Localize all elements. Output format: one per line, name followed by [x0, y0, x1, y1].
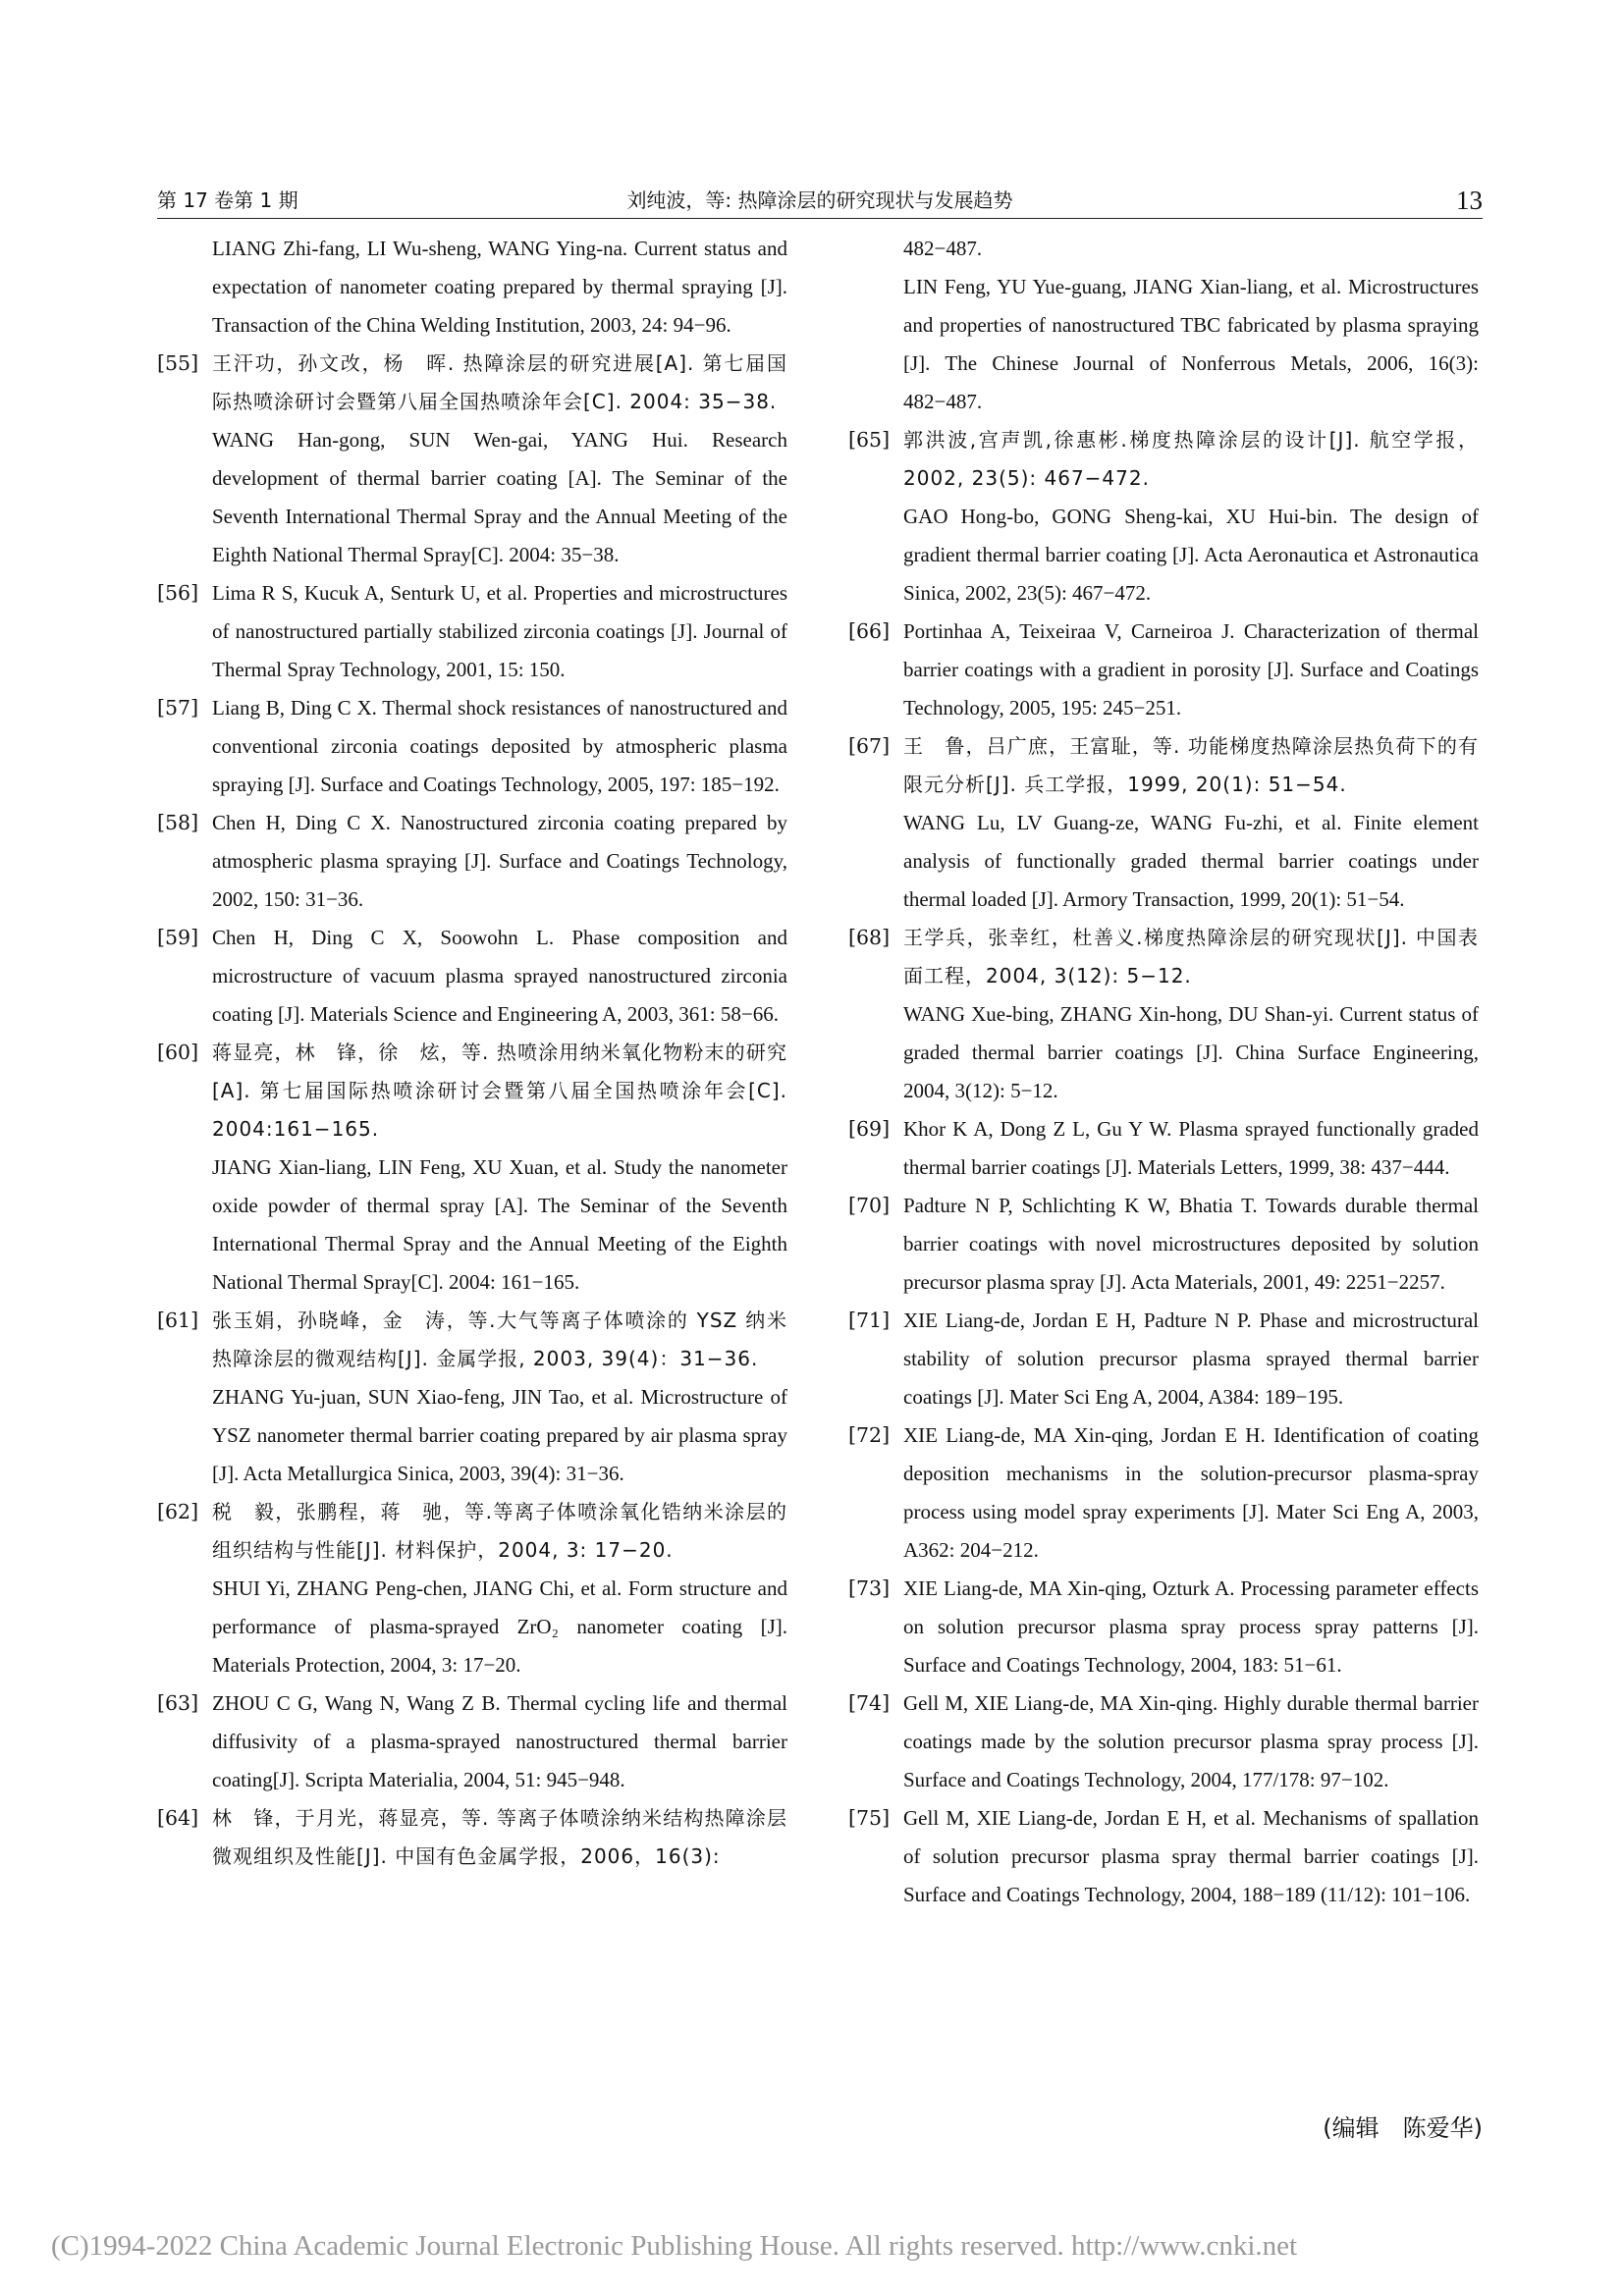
reference-number: [62] — [157, 1500, 199, 1523]
reference-number: [55] — [157, 351, 199, 375]
reference-number: [63] — [157, 1691, 199, 1715]
reference-entry — [848, 1110, 1479, 1187]
reference-entry — [157, 1302, 787, 1493]
reference-text-chinese: 王学兵，张幸红，杜善义.梯度热障涂层的研究现状[J]. 中国表面工程，2004, 3(12): 5−12. — [903, 926, 1479, 988]
reference-entry — [157, 1493, 787, 1684]
reference-entry — [848, 1187, 1479, 1302]
reference-text-english: Chen H, Ding C X. Nanostructured zirconia coating prepared by atmospheric plasma spraying [J]. Surface and Coatings Technology, 2002, 150: 31−36. — [212, 811, 787, 911]
reference-text-english: Liang B, Ding C X. Thermal shock resistances of nanostructured and conventional zirconia coatings deposited by atmospheric plasma spraying [J]. Surface and Coatings Technology, 2005, 197: 185−192. — [212, 696, 787, 796]
reference-number: [69] — [848, 1117, 891, 1141]
reference-entry — [848, 230, 1479, 421]
reference-entry — [848, 727, 1479, 919]
reference-text-english: JIANG Xian-liang, LIN Feng, XU Xuan, et al. Study the nanometer oxide powder of thermal spray [A]. The Seminar of the Seventh International Thermal Spray and the Annual Meeting of the Eighth National Thermal Spray[C]. 2004: 161−165. — [212, 1155, 787, 1294]
reference-entry — [848, 421, 1479, 613]
reference-text-chinese: 蒋显亮，林 锋，徐 炫，等. 热喷涂用纳米氧化物粉末的研究[A]. 第七届国际热喷涂研讨会暨第八届全国热喷涂年会[C]. 2004:161−165. — [212, 1041, 787, 1141]
reference-text-chinese: 王 鲁，吕广庶，王富耻，等. 功能梯度热障涂层热负荷下的有限元分析[J]. 兵工学报，1999, 20(1): 51−54. — [903, 734, 1479, 796]
reference-entry — [157, 574, 787, 689]
reference-entry — [848, 919, 1479, 1110]
reference-number: [60] — [157, 1041, 199, 1064]
reference-number: [66] — [848, 619, 891, 643]
reference-text-english: XIE Liang-de, Jordan E H, Padture N P. Phase and microstructural stability of solution precursor plasma sprayed thermal barrier coatings [J]. Mater Sci Eng A, 2004, A384: 189−195. — [903, 1308, 1479, 1409]
reference-number: [72] — [848, 1423, 891, 1447]
reference-number: [57] — [157, 696, 199, 720]
reference-entry — [848, 613, 1479, 727]
reference-text-english: Gell M, XIE Liang-de, Jordan E H, et al. Mechanisms of spallation of solution precursor plasma spray thermal barrier coatings [J]. Surface and Coatings Technology, 2004, 188−189 (11/12): 101−106. — [903, 1806, 1479, 1906]
reference-text-english: LIANG Zhi-fang, LI Wu-sheng, WANG Ying-na. Current status and expectation of nanometer coating prepared by thermal spraying [J]. Transaction of the China Welding Institution, 2003, 24: 94−96. — [212, 237, 787, 337]
editor-credit: (编辑 陈爱华) — [1323, 2114, 1483, 2142]
reference-text-english: GAO Hong-bo, GONG Sheng-kai, XU Hui-bin. The design of gradient thermal barrier coating [J]. Acta Aeronautica et Astronautica Sinica, 2002, 23(5): 467−472. — [903, 505, 1479, 605]
reference-number: [65] — [848, 428, 891, 452]
running-header — [157, 183, 1483, 219]
reference-number: [64] — [157, 1806, 199, 1830]
reference-entry — [848, 1416, 1479, 1570]
reference-text-english: WANG Han-gong, SUN Wen-gai, YANG Hui. Research development of thermal barrier coating [A]. The Seminar of the Seventh International Thermal Spray and the Annual Meeting of the Eighth National Thermal Spray[C]. 2004: 35−38. — [212, 428, 787, 566]
reference-number: [73] — [848, 1576, 891, 1600]
reference-text-english: XIE Liang-de, MA Xin-qing, Jordan E H. Identification of coating deposition mechanisms in the solution-precursor plasma-spray process using model spray experiments [J]. Mater Sci Eng A, 2003, A362: 204−212. — [903, 1423, 1479, 1562]
references-left-column — [157, 230, 787, 1876]
reference-number: [67] — [848, 734, 891, 758]
reference-entry — [848, 1684, 1479, 1799]
reference-text-english: Chen H, Ding C X, Soowohn L. Phase composition and microstructure of vacuum plasma sprayed nanostructured zirconia coating [J]. Materials Science and Engineering A, 2003, 361: 58−66. — [212, 926, 787, 1026]
reference-text-english: Khor K A, Dong Z L, Gu Y W. Plasma sprayed functionally graded thermal barrier coatings [J]. Materials Letters, 1999, 38: 437−444. — [903, 1117, 1479, 1179]
reference-text-english: WANG Xue-bing, ZHANG Xin-hong, DU Shan-yi. Current status of graded thermal barrier coatings [J]. China Surface Engineering, 2004, 3(12): 5−12. — [903, 1002, 1479, 1102]
reference-text-english: Padture N P, Schlichting K W, Bhatia T. Towards durable thermal barrier coatings with novel microstructures deposited by solution precursor plasma spray [J]. Acta Materials, 2001, 49: 2251−2257. — [903, 1194, 1479, 1294]
reference-entry — [157, 919, 787, 1034]
reference-text-chinese: 王汗功，孙文改，杨 晖. 热障涂层的研究进展[A]. 第七届国际热喷涂研讨会暨第八届全国热喷涂年会[C]. 2004: 35−38. — [212, 351, 787, 413]
reference-entry — [848, 1570, 1479, 1684]
page-number: 13 — [1456, 186, 1483, 215]
reference-entry — [157, 1034, 787, 1302]
article-running-title: 刘纯波，等: 热障涂层的研究现状与发展趋势 — [626, 188, 1013, 212]
reference-number: [59] — [157, 926, 199, 949]
reference-text-english: ZHOU C G, Wang N, Wang Z B. Thermal cycling life and thermal diffusivity of a plasma-sprayed nanostructured thermal barrier coating[J]. Scripta Materialia, 2004, 51: 945−948. — [212, 1691, 787, 1791]
reference-text-english: 482−487. — [903, 237, 983, 260]
reference-entry — [157, 230, 787, 345]
reference-number: [71] — [848, 1308, 891, 1332]
reference-text-english: Portinhaa A, Teixeiraa V, Carneiroa J. Characterization of thermal barrier coatings with a gradient in porosity [J]. Surface and Coatings Technology, 2005, 195: 245−251. — [903, 619, 1479, 720]
reference-entry — [157, 345, 787, 574]
reference-number: [74] — [848, 1691, 891, 1715]
reference-entry — [157, 804, 787, 919]
reference-number: [61] — [157, 1308, 199, 1332]
reference-entry — [157, 689, 787, 804]
reference-text-english: XIE Liang-de, MA Xin-qing, Ozturk A. Processing parameter effects on solution precursor plasma spray process spray patterns [J]. Surface and Coatings Technology, 2004, 183: 51−61. — [903, 1576, 1479, 1677]
copyright-footer: (C)1994-2022 China Academic Journal Electronic Publishing House. All rights reserved. http://www.cnki.net — [51, 2230, 1298, 2262]
reference-text-english: Gell M, XIE Liang-de, MA Xin-qing. Highly durable thermal barrier coatings made by the solution precursor plasma spray process [J]. Surface and Coatings Technology, 2004, 177/178: 97−102. — [903, 1691, 1479, 1791]
reference-text-english: SHUI Yi, ZHANG Peng-chen, JIANG Chi, et al. Form structure and performance of plasma-sprayed ZrO₂ nanometer coating [J]. Materials Protection, 2004, 3: 17−20. — [212, 1576, 787, 1677]
reference-number: [75] — [848, 1806, 891, 1830]
reference-entry — [157, 1684, 787, 1799]
reference-entry — [157, 1799, 787, 1876]
reference-text-english: WANG Lu, LV Guang-ze, WANG Fu-zhi, et al. Finite element analysis of functionally graded thermal barrier coatings under thermal loaded [J]. Armory Transaction, 1999, 20(1): 51−54. — [903, 811, 1479, 911]
reference-entry — [848, 1302, 1479, 1416]
reference-text-english: Lima R S, Kucuk A, Senturk U, et al. Properties and microstructures of nanostructured partially stabilized zirconia coatings [J]. Journal of Thermal Spray Technology, 2001, 15: 150. — [212, 581, 787, 681]
reference-text-chinese: 林 锋，于月光，蒋显亮，等. 等离子体喷涂纳米结构热障涂层微观组织及性能[J]. 中国有色金属学报，2006，16(3): — [212, 1806, 787, 1868]
reference-text-english: ZHANG Yu-juan, SUN Xiao-feng, JIN Tao, et al. Microstructure of YSZ nanometer thermal barrier coating prepared by air plasma spray [J]. Acta Metallurgica Sinica, 2003, 39(4): 31−36. — [212, 1385, 787, 1485]
reference-number: [58] — [157, 811, 199, 834]
reference-entry — [848, 1799, 1479, 1914]
references-right-column — [848, 230, 1479, 1914]
journal-volume-issue: 第 17 卷第 1 期 — [157, 188, 298, 212]
reference-text-chinese: 税 毅，张鹏程，蒋 驰，等.等离子体喷涂氧化锆纳米涂层的组织结构与性能[J]. 材料保护，2004, 3: 17−20. — [212, 1500, 787, 1562]
reference-text-english: LIN Feng, YU Yue-guang, JIANG Xian-liang, et al. Microstructures and properties of nanostructured TBC fabricated by plasma spraying [J]. The Chinese Journal of Nonferrous Metals, 2006, 16(3): 482−487. — [903, 275, 1479, 413]
reference-number: [56] — [157, 581, 199, 605]
reference-number: [68] — [848, 926, 891, 949]
reference-text-chinese: 张玉娟，孙晓峰，金 涛，等.大气等离子体喷涂的 YSZ 纳米热障涂层的微观结构[J]. 金属学报, 2003, 39(4)：31−36. — [212, 1308, 787, 1370]
reference-number: [70] — [848, 1194, 891, 1217]
reference-text-chinese: 郭洪波,宫声凯,徐惠彬.梯度热障涂层的设计[J]. 航空学报，2002, 23(5): 467−472. — [903, 428, 1479, 490]
